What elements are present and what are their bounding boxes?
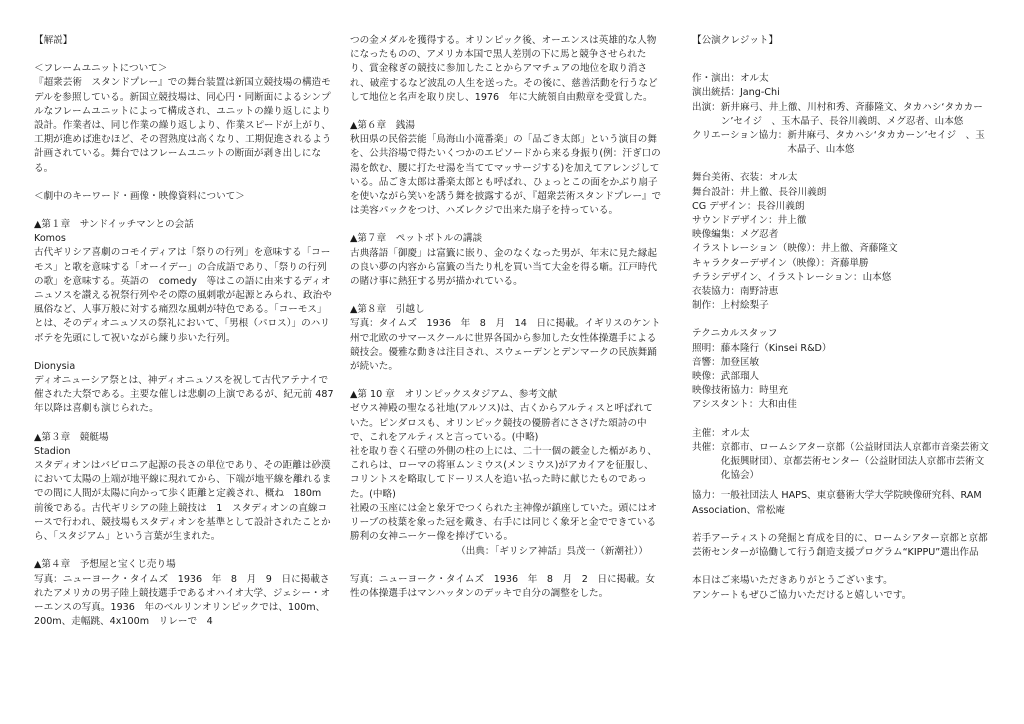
organizer-row — [692, 441, 992, 484]
dionysia-title: Dionysia — [34, 360, 76, 372]
credit-row — [692, 129, 992, 157]
credit-row — [692, 72, 992, 86]
column-chapters — [350, 34, 662, 601]
credit-line: 舞台設計：井上徹、長谷川義朗 — [692, 186, 827, 198]
organizer-value: 京都市、ロームシアター京都（公益財団法人京都市音楽芸術文化振興財団）、京都芸術センター（公益財団法人京都市芸術文化協会） — [720, 441, 989, 482]
technical-staff-heading: テクニカルスタッフ — [692, 328, 778, 340]
chapter1-text: 古代ギリシア喜劇のコモイディアは「祭りの行列」を意味する「コーモス」と歌を意味する「オーイデー」の合成語であり、「祭りの行列の歌」を意味する。英語の comedy 等はこの語に由来するディオニュソスを讃える祝祭行列やその際の風刺歌が起源とみられ、政治や風俗など、人事万般に対する痛烈な風刺が特色である。「コーモス」とは、そのディオニュソスの祭礼において、「男根（パロス）」のハリボテを先頭にして祝いながら練り歩いた行列。 — [34, 247, 332, 344]
chapter10-citation: （出典：「ギリシア神話」呉茂一（新潮社）） — [456, 545, 648, 557]
chapter6-title: ▲第６章 銭湯 — [350, 120, 415, 132]
organizer-row — [692, 427, 992, 441]
credit-line: キャラクターデザイン（映像）：斉藤単勝 — [692, 257, 869, 269]
thanks-line-1: 本日はご来場いただきありがとうございます。 — [692, 575, 893, 587]
credit-label: 演出統括： — [692, 87, 740, 99]
dionysia-text: ディオニューシア祭とは、神ディオニュソスを祝して古代アテナイで催された大祭である。主要な催しは悲劇の上演であるが、紀元前 487 年以降は喜劇も演じられた。 — [34, 375, 334, 415]
credit-value: 新井麻弓、タカハシ‘タカカーン’セイジ 、玉木晶子、山本悠 — [787, 130, 985, 156]
keywords-heading: ＜劇中のキーワード・画像・映像資料について＞ — [34, 190, 245, 202]
kippu-note: 若手アーティストの発掘と育成を目的に、ロームシアター京都と京都芸術センターが協働して行う創造支援プログラム“KIPPU”選出作品 — [692, 532, 988, 559]
chapter4-title: ▲第４章 予想屋と宝くじ売り場 — [34, 559, 176, 571]
credits-heading: 【公演クレジット】 — [692, 35, 779, 46]
tech-line: 照明：藤本隆行（Kinsei R&D） — [692, 342, 832, 354]
chapter10-text-2: 社を取り巻く石壁の外側の柱の上には、二十一個の鍍金した楯があり、これらは、ローマの将軍ムンミウス(メンミウス)がアカイアを征服し、コリントスを略取してドーリス人を追い払った時に献じたものであった。(中略) — [350, 446, 657, 500]
credit-line: 制作：上村絵梨子 — [692, 300, 769, 312]
chapter4-continued: つの金メダルを獲得する。オリンピック後、オーエンスは英雄的な人物になったものの、アメリカ本国で黒人差別の下に馬と競争させられたり、賞金稼ぎの競技に参加したことからアマチュアの地位を取り消され、破産するなど波乱の人生を送った。その後に、慈善活動を行うなどして地位と名声を取り戻し、1976 年に大統領自由勲章を受賞した。 — [350, 35, 658, 103]
chapter3-title: ▲第３章 競艇場 — [34, 431, 109, 443]
frame-unit-heading: ＜フレームユニットについて＞ — [34, 63, 168, 75]
credits-main — [692, 72, 992, 157]
chapter6-text: 秋田県の民俗芸能「鳥海山小滝番楽」の「品ごき太郎」という演目の舞を、公共浴場で得たいくつかのエピソードから来る身振り(例：汗ぎ口の湯を飲む、腰に打たせ湯を当ててマッサージする)を加えてアレンジしている。品ごき太郎は番楽太郎とも呼ばれ、ひょっとこの面をかぶり扇子を使いながら笑いを誘う舞を披露するが、『超衆芸術スタンドプレー』では美容パックをつけ、ハズレクジで出来た扇子を持っている。 — [350, 134, 662, 217]
credit-line: イラストレーション（映像）：井上徹、斉藤隆文 — [692, 243, 898, 255]
organizers — [692, 427, 992, 484]
credit-line: CG デザイン：長谷川義朗 — [692, 200, 805, 212]
chapter8-title: ▲第８章 引越し — [350, 304, 425, 316]
tech-line: アシスタント：大和由佳 — [692, 399, 797, 411]
credit-line: 映像編集：メグ忍者 — [692, 229, 779, 241]
chapter4-text: 写真：ニューヨーク・タイムズ 1936 年 8 月 9 日に掲載されたアメリカの男子陸上競技選手であるオハイオ大学、ジェシー・オーエンスの写真。1936 年のベルリンオリンピックでは、100m、200m、走幅跳、4x100m リレーで 4 — [34, 573, 331, 628]
chapter10-photo-caption: 写真：ニューヨーク・タイムズ 1936 年 8 月 2 日に掲載。女性の体操選手はマンハッタンのデッキで自分の調整をした。 — [350, 573, 656, 599]
organizer-label: 主催： — [692, 427, 721, 439]
credit-label: 出演： — [692, 101, 721, 113]
organizer-label: 共催： — [692, 441, 721, 453]
chapter10-title: ▲第 10 章 オリンピックスタジアム、参考文献 — [350, 389, 558, 401]
credit-line: サウンドデザイン：井上徹 — [692, 215, 807, 227]
credit-value: Jang-Chi — [739, 87, 780, 99]
technical-staff — [692, 327, 992, 412]
commentary-heading: 【解説】 — [34, 35, 73, 46]
tech-line: 音響：加登匡敏 — [692, 356, 760, 368]
thanks-line-2: アンケートもぜひご協力いただけると嬉しいです。 — [692, 589, 912, 601]
chapter7-title: ▲第７章 ペットボトルの講談 — [350, 233, 483, 245]
organizer-value: オル太 — [720, 427, 750, 439]
chapter8-text: 写真：タイムズ 1936 年 8 月 14 日に掲載。イギリスのケント州で北欧のサマースクールに世界各国から参加した女性体操選手による競技会。優雅な動きは注目され、スウェーデンとデンマークの民族舞踊が続いた。 — [350, 318, 661, 373]
column-commentary — [34, 34, 336, 629]
credit-row — [692, 86, 992, 100]
chapter3-subtitle: Stadion — [34, 445, 71, 457]
chapter1-title: ▲第１章 サンドイッチマンとの会話 — [34, 219, 194, 231]
credit-label: 作・演出： — [692, 73, 740, 85]
chapter10-text-1: ゼウス神殿の聖なる社地(アルソス)は、古くからアルティスと呼ばれていた。ピンダロスも、オリンピック競技の優勝者にささげた頌詩の中で、これをアルティスと言っている。(中略) — [350, 403, 653, 443]
credit-label: クリエーション協力： — [692, 130, 788, 142]
credit-value: 新井麻弓、井上徹、川村和秀、斉藤隆文、タカハシ‘タカカーン’セイジ 、玉木晶子、長谷川義朗、メグ忍者、山本悠 — [720, 101, 983, 127]
tech-line: 映像技術協力：時里充 — [692, 385, 788, 397]
credit-row — [692, 101, 992, 129]
credit-line: チラシデザイン、イラストレーション：山本悠 — [692, 271, 892, 283]
chapter7-text: 古典落語「御慶」は富籤に嵌り、金のなくなった男が、年末に見た縁起の良い夢の内容から富籤の当たり札を買い当て大金を得る噺。江戸時代の賭け事に熱狂する男が描かれている。 — [350, 247, 657, 288]
credit-line: 舞台美術、衣装：オル太 — [692, 172, 798, 184]
credit-line: 衣装協力：南野詩恵 — [692, 286, 779, 298]
cooperation-line: 協力：一般社団法人 HAPS、東京藝術大学大学院映像研究科、RAM Association、常松庵 — [692, 490, 982, 516]
chapter10-text-3: 社殿の玉座には金と象牙でつくられた主神像が鎮座していた。頭にはオリーブの枝葉を象った冠を戴き、右手には同じく象牙と金でできている勝利の女神ニーケー像を捧げている。 — [350, 502, 657, 543]
frame-unit-text: 『超衆芸術 スタンドプレー』での舞台装置は新国立競技場の構造モデルを参照している。新国立競技場は、同心円・同断面によるシンプルなフレームユニットによって構成され、ユニットの繰り返しにより設計。作業者は、同じ作業の繰り返しより、作業スピードが上がり、工期が進めば進むほど、その習熟度は高くなり、工期促進されるよう計画されている。舞台ではフレームユニットの断面が剥き出しになる。 — [34, 77, 332, 174]
tech-line: 映像：武部瑠人 — [692, 371, 760, 383]
chapter3-text: スタディオンはバビロニア起源の長さの単位であり、その距離は砂漠において太陽の上端が地平線に現れてから、下端が地平線を離れるまでの間に人間が太陽に向かって歩く距離と定義され、概ね 180m 前後である。古代ギリシアの陸上競技は 1 スタディオンの直線コースで行われ、競技場もスタディオンを基準として設計されたことから、「スタジアム」という言葉が生まれた。 — [34, 460, 332, 543]
column-credits — [692, 34, 992, 603]
credits-design — [692, 171, 992, 313]
chapter1-subtitle: Komos — [34, 233, 66, 245]
credit-value: オル太 — [739, 73, 769, 85]
